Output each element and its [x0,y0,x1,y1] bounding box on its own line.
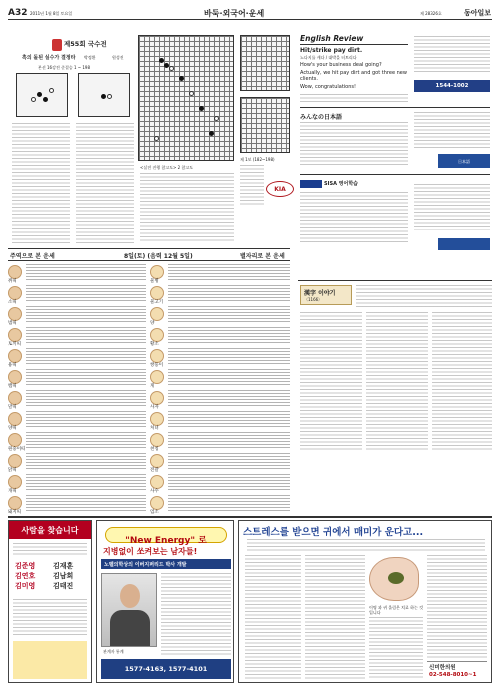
white-stone [169,66,174,71]
page-date: 2011년 1월 8일 토요일 [30,11,73,16]
english-item: Actually, we hit pay dirt and got three new clients. [300,70,407,82]
star-sign-name: 염소 [150,510,159,515]
star-sign-name: 물병 [150,279,159,284]
hanja-intro [356,285,492,309]
page-header [8,8,492,18]
sisa-text [300,192,408,244]
star-sign-name: 쌍둥이 [150,363,164,368]
rooster-icon [8,454,22,468]
ox-icon [8,286,22,300]
divider [300,107,490,108]
star-sign-text [168,264,290,282]
libra-icon [150,433,164,447]
cicada-icon [388,572,404,584]
english-title: English Review [300,34,364,43]
zodiac-text [26,306,146,324]
baduk-commentary [12,123,70,243]
new-energy-caption: 관계자 통계 [103,649,124,654]
fortune-rule [8,248,290,249]
white-stone [214,116,219,121]
zodiac-text [26,264,146,282]
star-sign-text [168,327,290,345]
english-sub: 노다지를 캐다 / 대박을 터트리다 [300,55,357,60]
tinnitus-body [369,617,423,679]
divider [300,174,490,175]
scorpio-icon [150,454,164,468]
star-sign-text [168,348,290,366]
find-person-header [9,521,91,539]
hanja-body [366,312,428,450]
zodiac-name: 용띠 [8,363,17,368]
new-energy-subtitle: 지병없이 쏘켜보는 남자들! [103,547,198,556]
zodiac-text [26,453,146,471]
leo-icon [150,391,164,405]
rat-icon [8,265,22,279]
hanja-number: 〈1166〉 [304,297,323,302]
sisa-ad-box [438,238,490,250]
doctor-head [120,584,140,608]
new-energy-text [161,573,231,657]
dog-icon [8,475,22,489]
sponsor-logo [266,181,294,197]
sponsor-logo-text: KIA [274,185,286,193]
white-stone [31,97,36,102]
star-sign-name: 황소 [150,342,159,347]
clinic-tel: 02-548-8010~1 [429,672,477,678]
doctor-photo [101,573,157,647]
baduk-commentary [76,123,134,243]
english-headline: Hit/strike pay dirt. [300,47,363,54]
baduk-commentary [240,165,264,205]
star-sign-text [168,453,290,471]
zodiac-name: 양띠 [8,426,17,431]
virgo-icon [150,412,164,426]
tiger-icon [8,307,22,321]
star-sign-text [168,390,290,408]
new-energy-ad [96,520,234,683]
english-review [298,34,492,264]
fortune-date: 8일(토) (음력 12월 5일) [124,253,193,260]
tinnitus-body [305,555,365,679]
zodiac-name: 토끼띠 [8,342,22,347]
white-stone [189,91,194,96]
person-name: 김남희 [53,572,74,580]
find-person-details [13,599,87,635]
doctor-body [110,610,150,646]
divider [298,280,492,281]
rabbit-icon [8,328,22,342]
zodiac-text [26,474,146,492]
english-ad-text [414,36,490,72]
english-title-rule [300,44,408,45]
zodiac-text [26,285,146,303]
newspaper-logo: 동아일보 [464,9,492,17]
star-sign-text [168,411,290,429]
baduk-caption: <실전 진행 참고도> 2 참고도 [140,165,193,170]
english-item: How's your business deal going? [300,62,382,68]
zodiac-name: 개띠 [8,489,17,494]
ear-caption: 이명 과 귀 울림은 치료 하는 것입니다 [369,605,423,615]
new-energy-tel: 1577-4163, 1577-4101 [124,665,208,673]
issue-number: 제 28326호 [420,11,442,16]
english-ad [414,80,490,92]
new-energy-title: "New Energy" 로 [125,536,207,546]
horse-icon [8,391,22,405]
japanese-ad-box [438,154,490,168]
white-stone [49,88,54,93]
hanja-body [300,312,362,450]
english-items [300,62,408,90]
english-ad-tel: 1544-1002 [435,83,469,89]
zodiac-list [8,263,146,513]
zodiac-name: 뱀띠 [8,384,17,389]
baduk-section [8,23,290,248]
fortune-rule [8,260,290,261]
capricorn-icon [150,496,164,510]
sheep-icon [8,412,22,426]
find-person-names [13,561,87,595]
new-energy-banner [105,527,227,546]
english-notes [300,94,408,104]
english-item: Wow, congratulations! [300,84,357,90]
aquarius-icon [150,265,164,279]
taurus-icon [150,328,164,342]
star-sign-name: 양 [150,321,155,326]
baduk-subtitle: 흑의 돌된 실수가 결정타 [22,55,76,61]
black-stone [101,94,106,99]
baduk-commentary [140,173,234,243]
person-name: 김미영 [15,582,36,590]
hanja-body [432,312,492,450]
zodiac-name: 돼지띠 [8,510,22,515]
fortune-title: 주역으로 본 운세 [10,253,55,260]
black-stone [159,58,164,63]
baduk-reference-board [240,97,290,153]
zodiac-name: 쥐띠 [8,279,17,284]
new-energy-contact [101,659,231,679]
header-rule [8,19,492,20]
star-sign-name: 사자 [150,405,159,410]
zodiac-name: 소띠 [8,300,17,305]
zodiac-text [26,390,146,408]
tinnitus-body [427,555,487,659]
baduk-diagram-small [78,73,130,117]
tinnitus-intro [247,539,485,551]
zodiac-text [26,432,146,450]
star-sign-text [168,306,290,324]
sisa-logo [300,180,322,188]
zodiac-text [26,495,146,513]
sisa-column: SISA 영어학습 [324,181,358,187]
tinnitus-body [245,555,301,679]
zodiac-name: 원숭이띠 [8,447,26,452]
aries-icon [150,307,164,321]
white-stone [154,136,159,141]
pig-icon [8,496,22,510]
baduk-caption: 제 1보 (182~198) [240,157,275,162]
tinnitus-ad [238,520,492,683]
japanese-text [414,112,490,148]
ear-illustration [369,557,419,601]
sisa-text [414,184,490,230]
baduk-reference-board [240,35,290,91]
hanja-title-box [300,285,352,305]
japanese-text [300,122,408,166]
monkey-icon [8,433,22,447]
star-sign-text [168,495,290,513]
star-sign-name: 게 [150,384,155,389]
zodiac-text [26,327,146,345]
pisces-icon [150,286,164,300]
tinnitus-title: 스트레스를 받으면 귀에서 매미가 운다고... [243,527,424,538]
baduk-player-black: 박정환 [84,55,96,60]
person-name: 김연호 [15,572,36,580]
star-sign-list [150,263,290,513]
star-sign-text [168,432,290,450]
star-sign-name: 사수 [150,489,159,494]
zodiac-name: 범띠 [8,321,17,326]
section-title: 바둑·외국어·운세 [204,9,265,18]
gemini-icon [150,349,164,363]
star-sign-name: 물고기 [150,300,164,305]
baduk-diagram-small [16,73,68,117]
clinic-name: 신미한의원 [429,665,456,671]
black-stone [199,106,204,111]
find-person-ad [8,520,92,683]
hanja-title: 漢字 이야기 [304,290,336,297]
person-name: 김태진 [53,582,74,590]
cancer-icon [150,370,164,384]
white-stone [107,94,112,99]
fortune-stars-title: 별자리로 본 운세 [240,253,285,260]
star-sign-name: 천칭 [150,447,159,452]
black-stone [43,97,48,102]
page-number: A32 [8,8,28,18]
new-energy-strip [101,559,231,569]
person-name: 김재훈 [53,562,74,570]
baduk-main-board [138,35,234,161]
baduk-game-ref: 본선 16강전 준결승 1 ~ 198 [38,65,91,70]
find-person-title: 사람을 찾습니다 [21,525,79,535]
star-sign-text [168,474,290,492]
person-name: 김준영 [15,562,36,570]
find-person-intro [13,543,87,557]
baduk-player-white: 원성진 [112,55,124,60]
black-stone [37,92,42,97]
ads-rule [8,516,492,518]
find-person-contact [13,641,87,679]
black-stone [209,131,214,136]
sagittarius-icon [150,475,164,489]
snake-icon [8,370,22,384]
zodiac-text [26,411,146,429]
clinic-contact [427,661,487,681]
black-stone [179,76,184,81]
zodiac-text [26,369,146,387]
zodiac-text [26,348,146,366]
baduk-logo [52,39,62,51]
star-sign-text [168,369,290,387]
japanese-title: みんなの日本語 [300,114,343,121]
new-energy-doc: 노벨의학상의 이버지퍼리드 박사 개발 [104,562,187,568]
zodiac-name: 닭띠 [8,468,17,473]
baduk-title: 제55회 국수전 [64,40,107,48]
zodiac-name: 말띠 [8,405,17,410]
star-sign-text [168,285,290,303]
dragon-icon [8,349,22,363]
japanese-ad-label: 日本語 [458,158,470,164]
star-sign-name: 처녀 [150,426,159,431]
star-sign-name: 전갈 [150,468,159,473]
